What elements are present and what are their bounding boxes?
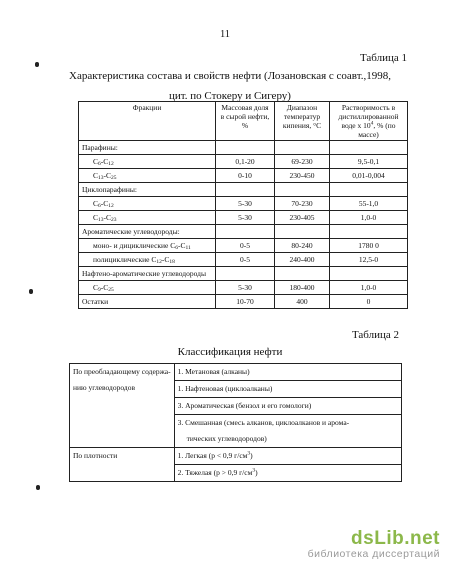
fraction-name-part: моно- и дициклические C (93, 241, 176, 250)
solubility-cell: 0 (330, 295, 408, 309)
fraction-cell (79, 267, 216, 281)
fraction-name-part: 12 (108, 203, 114, 209)
header-mass-share: Массовая доля в сырой нефти, % (216, 102, 275, 141)
fraction-name-part: 13 (98, 175, 104, 181)
class-item: 3. Ароматическая (бензол и его гомологи) (175, 398, 401, 415)
fraction-name-part: C (93, 213, 99, 222)
fraction-cell (79, 183, 216, 197)
solubility-cell: 1780 0 (330, 239, 408, 253)
mass-share-cell: 5-30 (216, 281, 275, 295)
watermark-tagline: библиотека диссертаций (307, 548, 440, 560)
class-item: тических углеводородов) (186, 434, 267, 443)
fraction-name: Ароматические углеводороды: (82, 227, 180, 236)
boiling-range-cell (275, 141, 330, 155)
fraction-cell (79, 155, 216, 169)
fraction-name-part: -C (100, 157, 109, 166)
mass-share-cell: 5-30 (216, 197, 275, 211)
fraction-name-part: C (93, 171, 99, 180)
boiling-range-cell (275, 183, 330, 197)
watermark-logo: dsLib.net (351, 528, 440, 549)
criterion-cell (70, 364, 175, 448)
mass-share-cell: 0-10 (216, 169, 275, 183)
page-number: 11 (219, 29, 231, 40)
fraction-name-part: 13 (98, 217, 104, 223)
fraction-name-part: -C (100, 199, 109, 208)
table1-title: Характеристика состава и свойств нефти (Лозановская с соавт.,1998, (69, 70, 391, 82)
header-solubility: Растворимость в дистиллированной воде х $10^4$, % (по массе) (330, 102, 408, 141)
fraction-name: Парафины: (82, 143, 118, 152)
class-item: 1. Легкая (р < 0,9 $г/см^3$) (175, 448, 401, 465)
table-row (79, 169, 408, 183)
fraction-name-part: 6 (175, 245, 179, 251)
table-row (79, 155, 408, 169)
fraction-cell (79, 295, 216, 309)
fraction-name-part: 25 (111, 175, 117, 181)
boiling-range-cell (275, 267, 330, 281)
mass-share-cell (216, 225, 275, 239)
class-item: 2. Тяжелая (р > 0,9 $г/см^3$) (177, 467, 258, 477)
table-row (79, 225, 408, 239)
table-row (79, 281, 408, 295)
solubility-cell: 0,01-0,004 (330, 169, 408, 183)
mass-share-cell: 0-5 (216, 239, 275, 253)
criterion-text: По плотности (73, 451, 118, 460)
boiling-range-cell: 80-240 (275, 239, 330, 253)
fraction-name-part: C (93, 157, 99, 166)
fraction-cell (79, 141, 216, 155)
fraction-cell (79, 225, 216, 239)
class-item: 1. Метановая (алканы) (175, 364, 401, 381)
oil-composition-table (78, 101, 408, 309)
fraction-name: Нафтено-ароматические углеводороды (82, 269, 207, 278)
fraction-cell (79, 239, 216, 253)
boiling-range-cell: 180-400 (275, 281, 330, 295)
fraction-name-part: 6 (98, 203, 101, 209)
class-item: 1. Нафтеновая (циклоалканы) (175, 381, 401, 398)
boiling-range-cell (275, 225, 330, 239)
fraction-name-part: 6 (98, 161, 101, 167)
table-row (79, 295, 408, 309)
fraction-name: Остатки (82, 297, 109, 306)
margin-mark (29, 289, 33, 294)
fraction-cell (79, 169, 216, 183)
mass-share-cell: 5-30 (216, 211, 275, 225)
mass-share-cell: 0,1-20 (216, 155, 275, 169)
boiling-range-cell: 240-400 (275, 253, 330, 267)
fraction-name-part: 18 (169, 259, 175, 265)
fraction-name-part: -C (161, 255, 170, 264)
mass-share-cell: 10-70 (216, 295, 275, 309)
table-row (70, 364, 402, 448)
fraction-name-part: C (93, 199, 99, 208)
fraction-name-part: -C (103, 213, 112, 222)
fraction-name-part: полициклические C (93, 255, 157, 264)
header-fraction: Фракции (79, 102, 216, 141)
table-row (79, 253, 408, 267)
table-row (70, 448, 402, 482)
table2-title: Классификация нефти (177, 346, 283, 358)
fraction-name-part: 23 (111, 217, 117, 223)
mass-share-cell (216, 183, 275, 197)
boiling-range-cell: 230-450 (275, 169, 330, 183)
mass-share-cell (216, 267, 275, 281)
table-row (79, 141, 408, 155)
criterion-text: нию углеводородов (73, 383, 136, 392)
mass-share-cell: 0-5 (216, 253, 275, 267)
boiling-range-cell: 400 (275, 295, 330, 309)
margin-mark (36, 485, 40, 490)
watermark (308, 528, 440, 560)
oil-classification-table (69, 363, 402, 482)
boiling-range-cell: 70-230 (275, 197, 330, 211)
fraction-name-part: 12 (156, 259, 162, 265)
table-row (79, 239, 408, 253)
fraction-cell (79, 211, 216, 225)
solubility-cell (330, 267, 408, 281)
fraction-name: Циклопарафины: (82, 185, 137, 194)
fraction-name-part: -C (103, 171, 112, 180)
fraction-name-part: -C (100, 283, 109, 292)
margin-mark (35, 62, 39, 67)
solubility-cell (330, 183, 408, 197)
fraction-cell (79, 281, 216, 295)
fraction-name-part: 12 (108, 161, 114, 167)
boiling-range-cell: 69-230 (275, 155, 330, 169)
classes-cell (174, 448, 401, 482)
solubility-cell: 1,0-0 (330, 281, 408, 295)
header-boiling-range: Диапазон температур кипения, °С (275, 102, 330, 141)
criterion-cell (70, 448, 175, 482)
fraction-name-part: 11 (185, 245, 191, 251)
solubility-cell (330, 225, 408, 239)
table2-label: Таблица 2 (351, 329, 399, 341)
solubility-cell: 55-1,0 (330, 197, 408, 211)
mass-share-cell (216, 141, 275, 155)
criterion-text: По преобладающему содержа- (73, 367, 171, 376)
table-row (79, 211, 408, 225)
table-header-row (79, 102, 408, 141)
table-row (79, 267, 408, 281)
class-item: 3. Смешанная (смесь алканов, циклоалканов и арома- (177, 418, 350, 427)
fraction-name-part: 9 (98, 287, 101, 293)
table1-label: Таблица 1 (359, 52, 407, 64)
solubility-cell: 9,5-0,1 (330, 155, 408, 169)
table-row (79, 197, 408, 211)
fraction-cell (79, 253, 216, 267)
solubility-cell: 12,5-0 (330, 253, 408, 267)
solubility-cell: 1,0-0 (330, 211, 408, 225)
fraction-name-part: C (93, 283, 99, 292)
fraction-cell (79, 197, 216, 211)
classes-cell (174, 364, 401, 448)
table1-subtitle: цит. по Стокеру и Сигеру) (169, 90, 291, 102)
fraction-name-part: 25 (108, 287, 114, 293)
boiling-range-cell: 230-405 (275, 211, 330, 225)
fraction-name-part: -C (178, 241, 186, 250)
solubility-cell (330, 141, 408, 155)
table-row (79, 183, 408, 197)
